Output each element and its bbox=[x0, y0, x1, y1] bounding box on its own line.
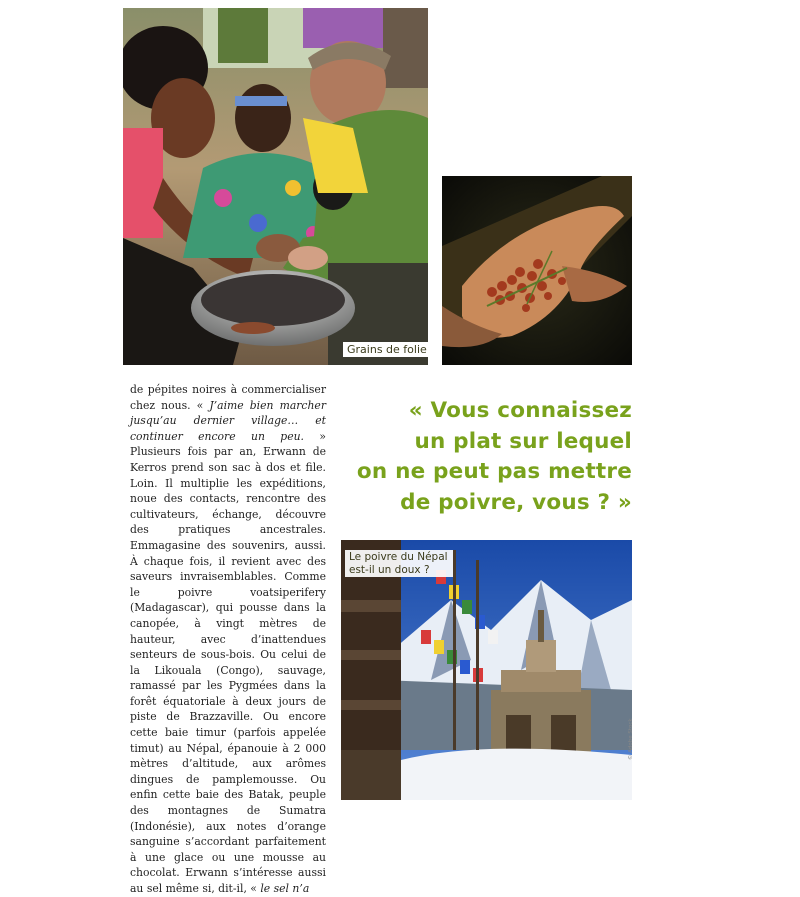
photo-credit: © Adobe Stock bbox=[628, 718, 634, 760]
caption-poivre-nepal bbox=[345, 550, 453, 577]
caption-grains-de-folie: Grains de folie bbox=[343, 342, 431, 357]
pull-quote-line: un plat sur lequel bbox=[414, 428, 632, 454]
quote-italic: J’aime bien marcher jusqu’au dernier village… et continuer encore un peu. bbox=[130, 398, 326, 443]
pull-quote-line: on ne peut pas mettre bbox=[356, 459, 632, 484]
pull-quote-line: de poivre, vous ? » bbox=[400, 489, 632, 515]
paragraph-main: » Plusieurs fois par an, Erwann de Kerros prend son sac à dos et file. Loin. Il multiplie les expéditions, noue des contacts, rencontre des cultivateurs, échange, découvre des pratiques ancestrales. Emmagasine des souvenirs, aussi. À chaque fois, il revient avec des saveurs invraisemblables. Comme le poivre voatsiperifery (Madagascar), qui pousse dans la canopée, à vingt mètres de hauteur, avec d’inattendues senteurs de sous-bois. Ou celui de la Likouala (Congo), sauvage, ramassé par les Pygmées dans la forêt équatoriale à deux jours de piste de Brazzaville. Ou encore cette baie timur (parfois appelée timut) au Népal, épanouie à 2 000 mètres d’altitude, aux arômes dingues de pamplemousse. Ou enfin cette baie des Batak, peuple des montagnes de Sumatra (Indonésie), aux notes d’orange sanguine s’accordant parfaitement à une glace ou une mousse au chocolat. Erwann s’intéresse aussi au sel même si, dit-il, « bbox=[130, 429, 326, 895]
paragraph-closing-italic: le sel n’a bbox=[260, 882, 310, 895]
photo-hand-peppercorns bbox=[442, 176, 632, 365]
caption-line: est-il un doux ? bbox=[349, 563, 430, 576]
caption-line: Le poivre du Népal bbox=[349, 551, 448, 563]
photo-nepal-mountains bbox=[341, 540, 632, 800]
pull-quote bbox=[350, 396, 632, 518]
hand-peppercorns-illustration bbox=[442, 176, 632, 365]
article-paragraph bbox=[130, 382, 326, 897]
article-body-text bbox=[130, 382, 326, 897]
pull-quote-line: « Vous connaissez bbox=[408, 398, 632, 423]
photo-pepper-sorting bbox=[123, 8, 428, 365]
paragraph-opening: de pépites noires à commercialiser chez nous. « bbox=[130, 383, 326, 412]
nepal-mountains-illustration bbox=[341, 540, 632, 800]
pepper-sorting-illustration bbox=[123, 8, 428, 365]
